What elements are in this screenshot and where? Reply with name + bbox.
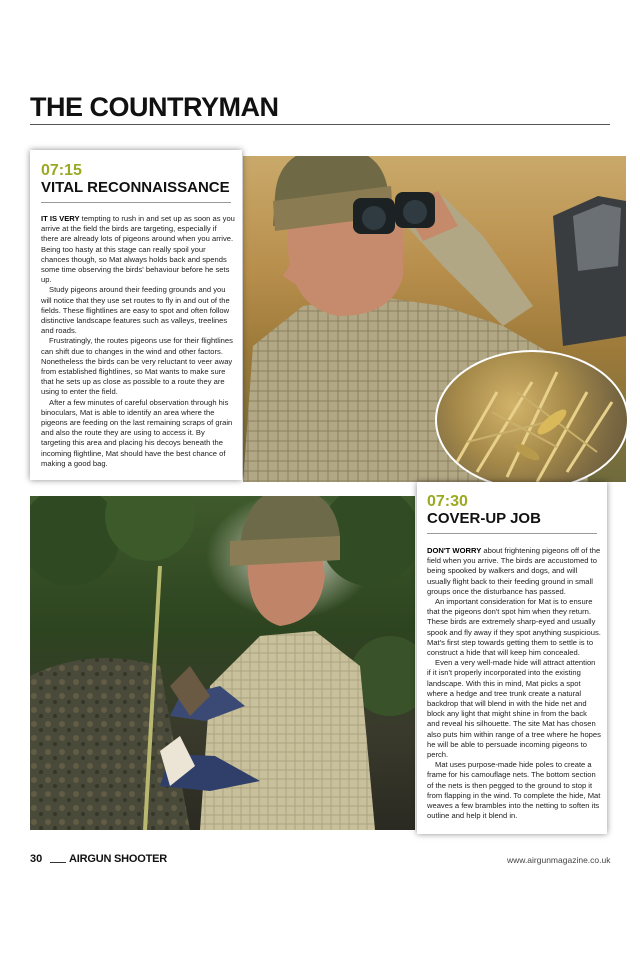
heading-divider bbox=[427, 533, 597, 534]
body-paragraph: Study pigeons around their feeding grounds and you will notice that they use set routes to fly in and out of the fields. These flightlines are easy to spot and often follow distinctive landscape features such as valleys, treelines and roads. bbox=[41, 285, 230, 336]
magazine-name: AIRGUN SHOOTER bbox=[69, 853, 168, 865]
photo-man-building-hide bbox=[30, 496, 415, 830]
body-paragraph: An important consideration for Mat is to ensure that the pigeons don't spot him when they return. These birds are extremely sharp-eyed and usually spook and fly away if they spot anything suspicious. Mat's first step towards getting them to settle is to construct a hide that will keep him concealed. bbox=[427, 597, 601, 658]
body-paragraph: After a few minutes of careful observation through his binoculars, Mat is able to identify an area where the pigeons are feeding on the last remaining scraps of grain and also the route they are using to access it. By targeting this area and placing his decoys beneath the incoming flightline, Mat should have the best chance of making a good bag. bbox=[41, 397, 233, 468]
body-paragraph bbox=[427, 546, 601, 597]
body-paragraph bbox=[41, 214, 235, 285]
body-paragraph: Frustratingly, the routes pigeons use for their flightlines can shift due to changes in the wind and other factors. Nonetheless the birds can be very reluctant to veer away from established flightlines, so Mat wants to make sure that he sets up as close as possible to a route they are using to enter the field. bbox=[41, 336, 233, 397]
section-body bbox=[427, 546, 601, 821]
section-heading: COVER-UP JOB bbox=[427, 510, 541, 527]
paragraph-text: tempting to rush in and set up as soon as you arrive at the field the birds are targeting, especially if there are already lots of pigeons around when you arrive. Being too hasty at this stage can really spoil your chances though, so Mat always holds back and spends some time observing the birds' behaviour before he sets up. bbox=[41, 214, 235, 285]
wheat-illustration bbox=[437, 352, 627, 488]
section-body bbox=[41, 214, 235, 469]
body-paragraph: Mat uses purpose-made hide poles to create a frame for his camouflage nets. The bottom section of the nets is then pegged to the ground to stop it from flapping in the wind. To complete the hide, Mat weaves a few brambles into the netting to soften its outline and help it blend in. bbox=[427, 760, 601, 821]
body-paragraph: Even a very well-made hide will attract attention if it isn't properly incorporated into the existing landscape. With this in mind, Mat picks a spot where a hedge and tree trunk create a natural backdrop that will blend in with the hide net and block any light that might shine in from the back and reveal his silhouette. The site Mat has chosen also puts him within range of a tree where he hopes he will be able to persuade incoming pigeons to perch. bbox=[427, 658, 601, 760]
magazine-url[interactable]: www.airgunmagazine.co.uk bbox=[507, 855, 611, 865]
section-heading: VITAL RECONNAISSANCE bbox=[41, 179, 230, 196]
sidebar-box-vital-reconnaissance bbox=[30, 150, 242, 480]
paragraph-text: about frightening pigeons off of the field when you arrive. The birds are accustomed to being spooked by walkers and dogs, and will usually flight back to their feeding ground in small groups once the disturbance has passed. bbox=[427, 546, 601, 596]
inset-photo-wheat-stubble bbox=[435, 350, 629, 490]
heading-divider bbox=[41, 202, 231, 203]
hide-photo-illustration bbox=[30, 496, 415, 830]
section-time: 07:30 bbox=[427, 493, 468, 510]
lead-in-text: IT IS VERY bbox=[41, 214, 80, 223]
page-title: THE COUNTRYMAN bbox=[30, 92, 279, 122]
title-divider bbox=[30, 124, 610, 125]
sidebar-box-cover-up-job bbox=[417, 482, 607, 834]
footer-divider bbox=[50, 862, 66, 863]
lead-in-text: DON'T WORRY bbox=[427, 546, 482, 555]
section-time: 07:15 bbox=[41, 162, 82, 179]
page-number: 30 bbox=[30, 853, 43, 865]
